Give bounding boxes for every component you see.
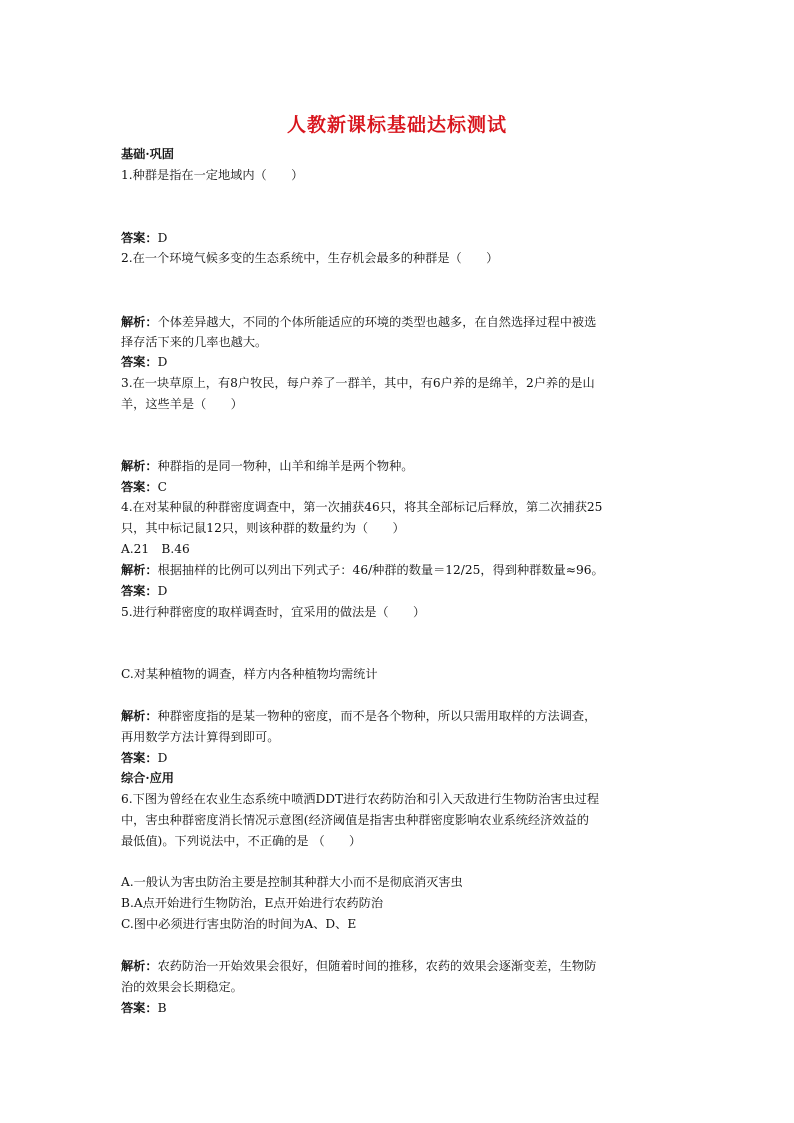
analysis-2-line2: 择存活下来的几率也越大。: [121, 335, 268, 349]
question-4-line2: 只，其中标记鼠12只，则该种群的数量约为（ ）: [121, 521, 405, 535]
answer-value: D: [157, 355, 168, 369]
section-heading-applied: 综合·应用: [121, 771, 174, 785]
question-4-line1: 4.在对某种鼠的种群密度调查中，第一次捕获46只，将其全部标记后释放，第二次捕获25: [121, 500, 603, 514]
answer-value: D: [157, 231, 168, 245]
answer-3: [121, 477, 167, 497]
analysis-text: 种群密度指的是某一物种的密度，而不是各个物种，所以只需用取样的方法调查，: [157, 709, 597, 723]
question-1: 1.种群是指在一定地域内（ ）: [121, 168, 304, 182]
analysis-label: 解析：: [121, 709, 158, 723]
analysis-5-line2: 再用数学方法计算得到即可。: [121, 730, 280, 744]
analysis-3: [121, 456, 414, 476]
question-3-line1: 3.在一块草原上，有8户牧民，每户养了一群羊，其中，有6户养的是绵羊，2户养的是山: [121, 376, 595, 390]
analysis-4: [121, 560, 604, 580]
analysis-6-line1: [121, 956, 596, 976]
question-6-option-b: B.A点开始进行生物防治，E点开始进行农药防治: [121, 896, 384, 910]
analysis-label: 解析：: [121, 563, 158, 577]
answer-2: [121, 352, 167, 372]
analysis-2-line1: [121, 312, 596, 332]
answer-value: D: [157, 751, 168, 765]
answer-value: D: [157, 584, 168, 598]
analysis-label: 解析：: [121, 459, 158, 473]
question-6-line1: 6.下图为曾经在农业生态系统中喷洒DDT进行农药防治和引入天敌进行生物防治害虫过程: [121, 792, 600, 806]
answer-label: 答案：: [121, 584, 158, 598]
page-title: 人教新课标基础达标测试: [286, 114, 507, 136]
analysis-text: 根据抽样的比例可以列出下列式子：46/种群的数量＝12/25，得到种群数量≈96。: [157, 563, 604, 577]
answer-value: B: [157, 1001, 167, 1015]
analysis-text: 种群指的是同一物种，山羊和绵羊是两个物种。: [157, 459, 414, 473]
section-heading-basic: 基础·巩固: [121, 147, 174, 161]
question-6-option-c: C.图中必须进行害虫防治的时间为A、D、E: [121, 917, 357, 931]
question-4-options: A.21 B.46: [121, 542, 190, 556]
analysis-text: 农药防治一开始效果会很好，但随着时间的推移，农药的效果会逐渐变差，生物防: [157, 959, 597, 973]
question-2: 2.在一个环境气候多变的生态系统中，生存机会最多的种群是（ ）: [121, 251, 499, 265]
answer-5: [121, 748, 167, 768]
answer-value: C: [157, 480, 167, 494]
analysis-label: 解析：: [121, 959, 158, 973]
answer-1: [121, 228, 167, 248]
answer-label: 答案：: [121, 751, 158, 765]
question-5-option-c: C.对某种植物的调查，样方内各种植物均需统计: [121, 667, 378, 681]
answer-label: 答案：: [121, 231, 158, 245]
answer-label: 答案：: [121, 480, 158, 494]
question-3-line2: 羊，这些羊是（ ）: [121, 397, 243, 411]
analysis-text: 个体差异越大，不同的个体所能适应的环境的类型也越多，在自然选择过程中被选: [157, 315, 597, 329]
question-6-option-a: A.一般认为害虫防治主要是控制其种群大小而不是彻底消灭害虫: [121, 875, 463, 889]
analysis-5-line1: [121, 706, 596, 726]
analysis-6-line2: 治的效果会长期稳定。: [121, 980, 243, 994]
question-5: 5.进行种群密度的取样调查时，宜采用的做法是（ ）: [121, 605, 426, 619]
answer-label: 答案：: [121, 1001, 158, 1015]
answer-label: 答案：: [121, 355, 158, 369]
analysis-label: 解析：: [121, 315, 158, 329]
answer-6: [121, 998, 167, 1018]
question-6-line3: 最低值)。下列说法中，不正确的是 （ ）: [121, 834, 362, 848]
answer-4: [121, 581, 167, 601]
question-6-line2: 中，害虫种群密度消长情况示意图(经济阈值是指害虫种群密度影响农业系统经济效益的: [121, 813, 589, 827]
